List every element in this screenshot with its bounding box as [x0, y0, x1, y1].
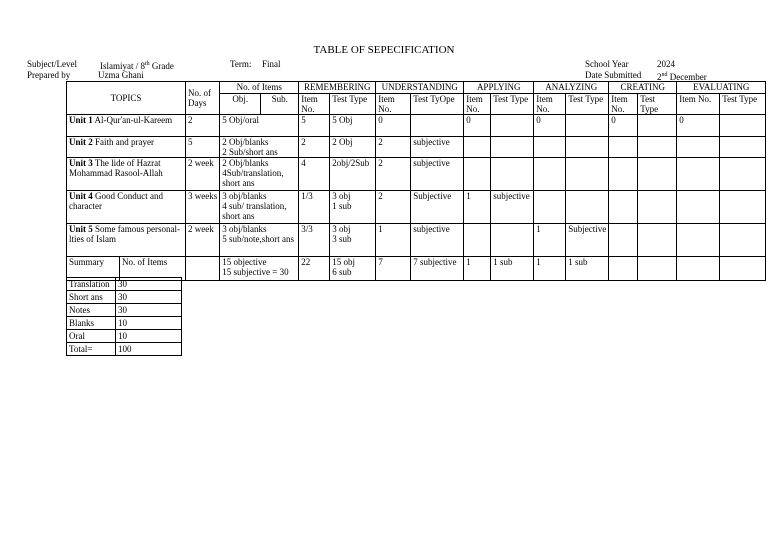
items-cell: 3 obj/blanks 4 sub/ translation, short ans: [220, 191, 299, 224]
understanding-header: UNDERSTANDING: [376, 82, 464, 94]
topic-cell: [67, 115, 186, 137]
cre-item-no: [609, 158, 638, 191]
ana-test-type: [566, 191, 609, 224]
term-label: Term:: [230, 59, 252, 69]
remembering-header: REMEMBERING: [299, 82, 376, 94]
eva-item-no: [677, 224, 720, 257]
summary-items: 15 objective 15 subjective = 30: [220, 257, 299, 281]
summary-und-no: 7: [376, 257, 411, 281]
topic-cell: [67, 191, 186, 224]
app-test-type: [491, 224, 534, 257]
topic-cell: [67, 137, 186, 158]
und-item-no: 2: [376, 158, 411, 191]
applying-header: APPLYING: [464, 82, 534, 94]
days-cell: 5: [186, 137, 220, 158]
unit-label: Unit 2: [69, 137, 93, 147]
summary-items-label: No. of Items: [120, 257, 186, 281]
cre-item-no: [609, 191, 638, 224]
ana-item-no: [534, 191, 566, 224]
analyzing-header: ANALYZING: [534, 82, 609, 94]
und-item-no: 2: [376, 191, 411, 224]
cre-test-type: [638, 115, 677, 137]
summary-und-type: 7 subjective: [411, 257, 464, 281]
table-row: [67, 158, 766, 191]
applying-test-type-header: Test Type: [491, 94, 534, 115]
obj-header: Obj.: [220, 94, 261, 115]
eva-test-type: [720, 115, 766, 137]
cre-item-no: [609, 137, 638, 158]
ana-test-type: [566, 158, 609, 191]
items-cell: 5 Obj/oral: [220, 115, 299, 137]
eva-item-no: [677, 158, 720, 191]
eva-item-no: [677, 137, 720, 158]
totals-label: Total=: [67, 343, 116, 356]
analyzing-test-type-header: Test Type: [566, 94, 609, 115]
topic-label: Some famous personal-lties of Islam: [69, 224, 180, 244]
totals-label: Short ans: [67, 291, 116, 304]
rem-test-type: 2obj/2Sub: [330, 158, 376, 191]
totals-label: Blanks: [67, 317, 116, 330]
days-header: No. of Days: [186, 82, 220, 115]
rem-item-no: 2: [299, 137, 330, 158]
days-cell: 2: [186, 115, 220, 137]
rem-test-type: 2 Obj: [330, 137, 376, 158]
und-test-type: subjective: [411, 224, 464, 257]
understanding-test-type-header: Test TyOpe: [411, 94, 464, 115]
items-header: No. of Items: [220, 82, 299, 94]
app-item-no: [464, 224, 491, 257]
creating-item-no-header: Item No.: [609, 94, 638, 115]
evaluating-header: EVALUATING: [677, 82, 766, 94]
totals-row: [67, 330, 182, 343]
topics-header: TOPICS: [67, 82, 186, 115]
items-cell: 3 obj/blanks 5 sub/note,short ans: [220, 224, 299, 257]
app-item-no: 1: [464, 191, 491, 224]
summary-ana-no: 1: [534, 257, 566, 281]
items-cell: 2 Obj/blanks 2 Sub/short ans: [220, 137, 299, 158]
cre-test-type: [638, 137, 677, 158]
term-value: Final: [262, 59, 281, 69]
totals-value: 10: [116, 317, 182, 330]
rem-test-type: 5 Obj: [330, 115, 376, 137]
days-cell: 2 week: [186, 158, 220, 191]
eva-test-type: [720, 137, 766, 158]
prepared-label: Prepared by: [27, 70, 71, 80]
und-test-type: subjective: [411, 137, 464, 158]
und-test-type: [411, 115, 464, 137]
app-test-type: [491, 115, 534, 137]
totals-value: 30: [116, 291, 182, 304]
summary-app-type: 1 sub: [491, 257, 534, 281]
totals-label: Oral: [67, 330, 116, 343]
unit-label: Unit 1: [69, 115, 93, 125]
totals-value: 10: [116, 330, 182, 343]
app-test-type: [491, 137, 534, 158]
eva-item-no: 0: [677, 115, 720, 137]
rem-item-no: 3/3: [299, 224, 330, 257]
unit-label: Unit 3: [69, 158, 93, 168]
und-test-type: subjective: [411, 158, 464, 191]
cre-test-type: [638, 224, 677, 257]
totals-row: [67, 278, 182, 291]
app-item-no: [464, 158, 491, 191]
date-submitted-value: 2nd December: [657, 72, 707, 82]
table-row: [67, 115, 766, 137]
app-test-type: [491, 158, 534, 191]
eva-test-type: [720, 224, 766, 257]
eva-test-type: [720, 191, 766, 224]
summary-rem-no: 22: [299, 257, 330, 281]
summary-app-no: 1: [464, 257, 491, 281]
document-title: TABLE OF SEPECIFICATION: [313, 44, 455, 56]
totals-value: 100: [116, 343, 182, 356]
ana-item-no: 0: [534, 115, 566, 137]
totals-row: [67, 291, 182, 304]
totals-row: [67, 343, 182, 356]
eva-test-type: [720, 158, 766, 191]
topic-cell: [67, 158, 186, 191]
evaluating-item-no-header: Item No.: [677, 94, 720, 115]
school-year-value: 2024: [657, 59, 675, 69]
date-submitted-label: Date Submitted: [585, 70, 642, 80]
topic-label: Good Conduct and character: [69, 191, 164, 211]
topic-label: The lide of Hazrat Mohammad Rasool-Allah: [69, 158, 163, 178]
items-cell: 2 Obj/blanks 4Sub/translation, short ans: [220, 158, 299, 191]
rem-test-type: 3 obj 3 sub: [330, 224, 376, 257]
totals-row: [67, 304, 182, 317]
ana-item-no: [534, 158, 566, 191]
evaluating-test-type-header: Test Type: [720, 94, 766, 115]
ana-item-no: 1: [534, 224, 566, 257]
cre-item-no: [609, 224, 638, 257]
app-item-no: [464, 137, 491, 158]
totals-row: [67, 317, 182, 330]
specification-table: [66, 81, 766, 281]
topic-label: Al-Qur'an-ul-Kareem: [92, 115, 173, 125]
und-item-no: 0: [376, 115, 411, 137]
school-year-label: School Year: [585, 59, 629, 69]
und-item-no: 2: [376, 137, 411, 158]
summary-rem-type: 15 obj 6 sub: [330, 257, 376, 281]
analyzing-item-no-header: Item No.: [534, 94, 566, 115]
rem-item-no: 1/3: [299, 191, 330, 224]
subject-value: Islamiyat / 8th Grade: [100, 61, 174, 71]
understanding-item-no-header: Item No.: [376, 94, 411, 115]
cre-test-type: [638, 158, 677, 191]
summary-label: Summary: [67, 257, 120, 281]
remembering-item-no-header: Item No.: [299, 94, 330, 115]
table-row: [67, 191, 766, 224]
und-test-type: Subjective: [411, 191, 464, 224]
table-row: [67, 137, 766, 158]
applying-item-no-header: Item No.: [464, 94, 491, 115]
topic-label: Faith and prayer: [92, 137, 154, 147]
totals-label: Notes: [67, 304, 116, 317]
rem-item-no: 5: [299, 115, 330, 137]
totals-label: Translation: [67, 278, 116, 291]
totals-table: [66, 277, 182, 356]
days-cell: 2 week: [186, 224, 220, 257]
summary-ana-type: 1 sub: [566, 257, 609, 281]
topic-cell: [67, 224, 186, 257]
unit-label: Unit 4: [69, 191, 93, 201]
creating-test-type-header: Test Type: [638, 94, 677, 115]
prepared-value: Uzma Ghani: [98, 70, 144, 80]
remembering-test-type-header: Test Type: [330, 94, 376, 115]
ana-item-no: [534, 137, 566, 158]
eva-item-no: [677, 191, 720, 224]
cre-item-no: 0: [609, 115, 638, 137]
und-item-no: 1: [376, 224, 411, 257]
rem-test-type: 3 obj 1 sub: [330, 191, 376, 224]
subject-label: Subject/Level: [27, 59, 77, 69]
app-item-no: 0: [464, 115, 491, 137]
app-test-type: subjective: [491, 191, 534, 224]
creating-header: CREATING: [609, 82, 677, 94]
cre-test-type: [638, 191, 677, 224]
table-row: [67, 224, 766, 257]
rem-item-no: 4: [299, 158, 330, 191]
sub-header: Sub.: [261, 94, 299, 115]
ana-test-type: Subjective: [566, 224, 609, 257]
totals-value: 30: [116, 304, 182, 317]
totals-value: 30: [116, 278, 182, 291]
ana-test-type: [566, 137, 609, 158]
days-cell: 3 weeks: [186, 191, 220, 224]
unit-label: Unit 5: [69, 224, 93, 234]
ana-test-type: [566, 115, 609, 137]
